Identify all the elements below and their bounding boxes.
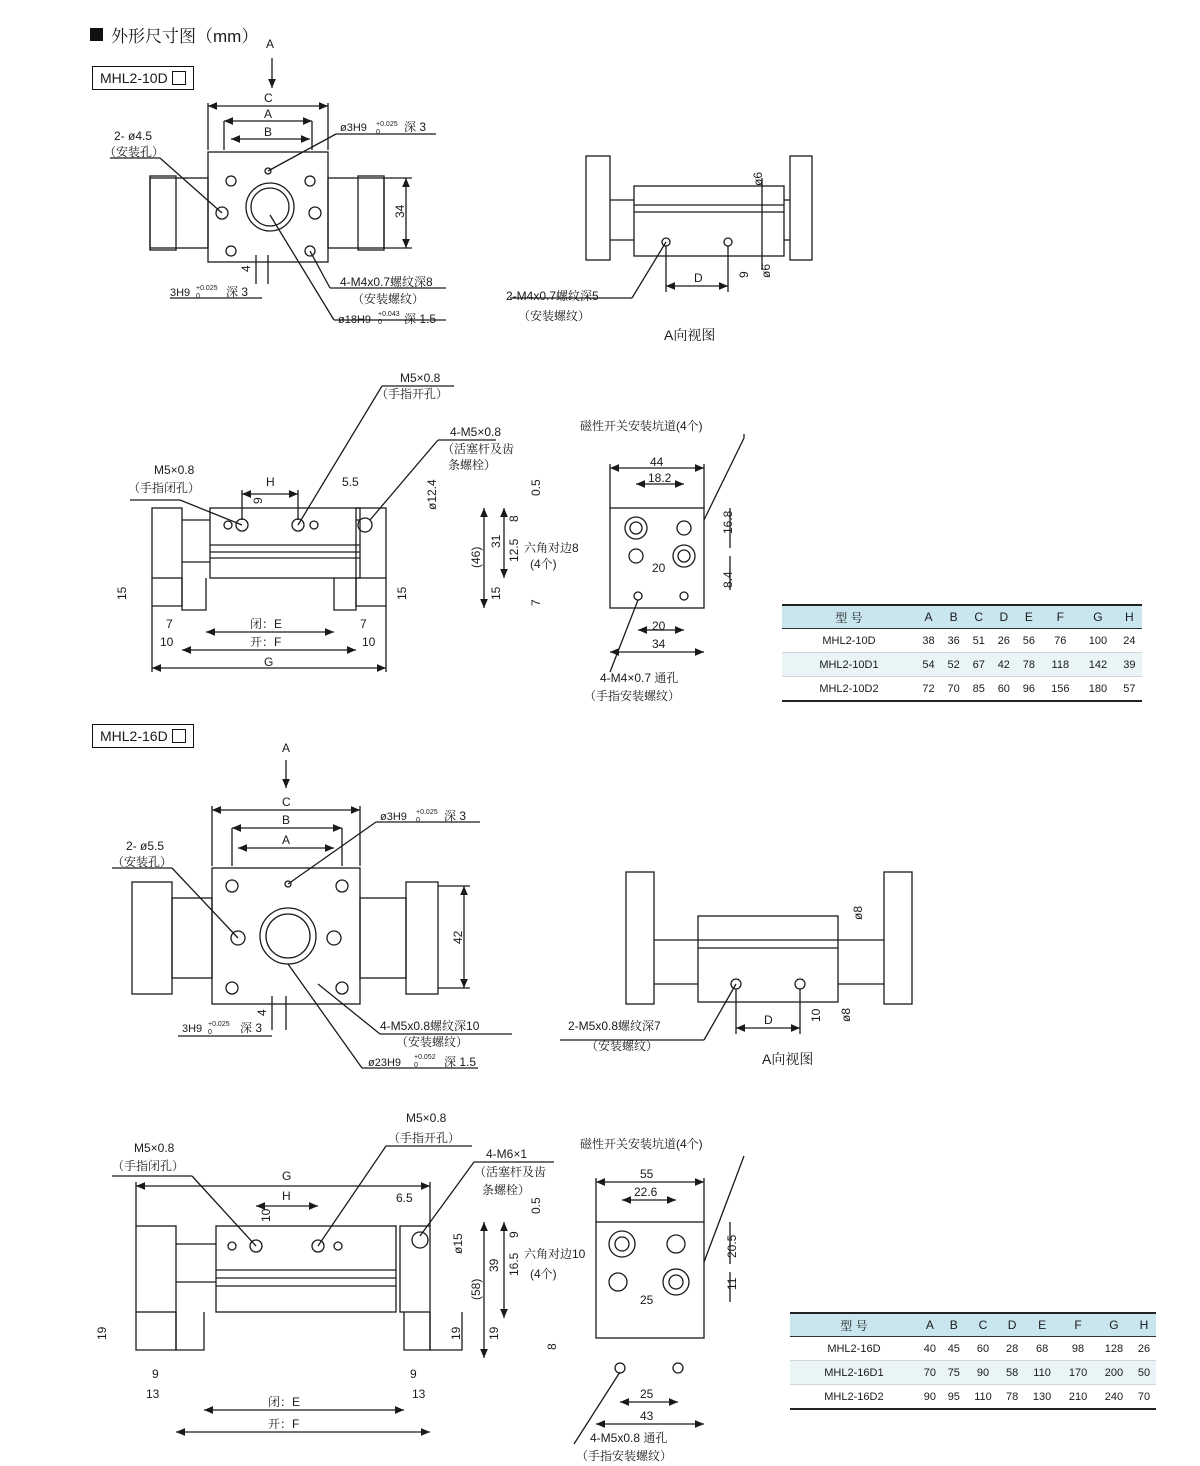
dim-19b: 19 [449, 1326, 463, 1340]
table-cell: 24 [1117, 629, 1142, 653]
hole-3h9: ø3H9 [340, 122, 367, 134]
table-cell: 100 [1079, 629, 1117, 653]
spec-table-10d [782, 604, 1142, 702]
front-view-10d [130, 386, 496, 672]
dim-c: C [264, 91, 273, 105]
dim-a: A [264, 107, 273, 121]
table-cell: 128 [1096, 1337, 1132, 1361]
dim-10: 10 [809, 1008, 823, 1022]
table-cell: 60 [966, 1337, 1000, 1361]
m5-open: M5×0.8 [406, 1111, 447, 1125]
table-cell: 90 [966, 1361, 1000, 1385]
table-cell: 67 [966, 653, 991, 677]
thread-4m5-note: （安装螺纹） [396, 1035, 469, 1049]
m5-open-note: （手指开孔） [388, 1131, 461, 1145]
table-cell: 56 [1016, 629, 1041, 653]
dim-65: 6.5 [396, 1191, 413, 1205]
column-header-model: 型 号 [790, 1313, 918, 1337]
dim-d: D [764, 1013, 773, 1027]
arrow-a-label: A [266, 37, 275, 51]
m5-open: M5×0.8 [400, 371, 441, 385]
table-cell: 180 [1079, 677, 1117, 702]
m6-note2: 条螺栓） [482, 1183, 531, 1197]
hole-3h9-tol: +0.025 [416, 809, 438, 816]
cell-model: MHL2-10D1 [782, 653, 916, 677]
mount-hole: 2- ø5.5 [126, 839, 165, 853]
open-f: 开：F [268, 1417, 300, 1431]
dim-g: G [282, 1169, 292, 1183]
cell-model: MHL2-16D [790, 1337, 918, 1361]
model-name: MHL2-10D [100, 70, 168, 86]
column-header: A [918, 1313, 942, 1337]
table-cell: 39 [1117, 653, 1142, 677]
bore-18: ø18H9 [338, 314, 372, 326]
thread-2m4-note: （安装螺纹） [518, 309, 591, 323]
table-cell: 70 [918, 1361, 942, 1385]
column-header: H [1117, 605, 1142, 629]
cell-model: MHL2-16D2 [790, 1385, 918, 1410]
m5-close: M5×0.8 [154, 463, 195, 477]
dim-6a: ø6 [751, 171, 765, 186]
table-row [790, 1361, 1156, 1385]
dim-05: 0.5 [529, 1197, 543, 1214]
close-e: 闭：E [250, 617, 283, 631]
hole-3h9: ø3H9 [380, 811, 407, 823]
table-cell: 78 [1016, 653, 1041, 677]
dim-205: 20.5 [725, 1234, 739, 1258]
dim-25b: 25 [640, 1387, 654, 1401]
hex-10: 六角对边10 [524, 1247, 586, 1261]
column-header: C [966, 605, 991, 629]
dim-05: 0.5 [529, 479, 543, 496]
table-row [790, 1385, 1156, 1410]
thread-4m5: 4-M5x0.8螺纹深10 [380, 1019, 480, 1033]
dim-4: 4 [255, 1009, 269, 1016]
side-hole-tol0: 0 [208, 1029, 212, 1036]
thru-4m5-note: （手指安装螺纹） [576, 1449, 673, 1463]
dim-165: 16.5 [507, 1252, 521, 1276]
m5-4: 4-M5×0.8 [450, 425, 502, 439]
table-cell: 200 [1096, 1361, 1132, 1385]
column-header: D [991, 605, 1016, 629]
table-cell: 38 [916, 629, 941, 653]
table-cell: 142 [1079, 653, 1117, 677]
thru-4m4: 4-M4×0.7 通孔 [600, 671, 679, 685]
arrow-a-label: A [282, 741, 291, 755]
heading-text: 外形尺寸图（mm） [111, 27, 259, 46]
dim-25a: 25 [640, 1293, 654, 1307]
hex-8-count: (4个) [530, 557, 557, 571]
table-cell: 110 [966, 1385, 1000, 1410]
table-cell: 156 [1041, 677, 1079, 702]
bore-18-tol: +0.043 [378, 311, 400, 318]
table-cell: 28 [1000, 1337, 1024, 1361]
table-cell: 170 [1060, 1361, 1096, 1385]
dim-34: 34 [393, 204, 407, 218]
hex-8: 六角对边8 [524, 541, 579, 555]
dim-55: 5.5 [342, 475, 359, 489]
column-header: G [1079, 605, 1117, 629]
dim-8b: ø8 [839, 1007, 853, 1022]
thru-4m4-note: （手指安装螺纹） [584, 689, 681, 703]
column-header: C [966, 1313, 1000, 1337]
bore-23-tol: +0.052 [414, 1054, 436, 1061]
mag-slot: 磁性开关安装坑道(4个) [580, 419, 703, 433]
dim-g: G [264, 655, 274, 669]
table-cell: 57 [1117, 677, 1142, 702]
table-cell: 36 [941, 629, 966, 653]
table-header-row [790, 1313, 1156, 1337]
dim-31: 31 [489, 534, 503, 548]
side-hole: 3H9 [170, 287, 191, 299]
dim-d: D [694, 271, 703, 285]
table-cell: 95 [942, 1385, 966, 1410]
dim-46: (46) [469, 546, 483, 568]
cell-model: MHL2-10D [782, 629, 916, 653]
m5-close-note: （手指闭孔） [112, 1159, 185, 1173]
m5-close-note: （手指闭孔） [128, 481, 201, 495]
hole-3h9-tol: +0.025 [376, 121, 398, 128]
column-header: D [1000, 1313, 1024, 1337]
dim-b: B [264, 125, 273, 139]
dim-84: 8.4 [721, 571, 735, 588]
dim-182: 18.2 [648, 471, 672, 485]
dim-9a: 9 [152, 1367, 159, 1381]
column-header: G [1096, 1313, 1132, 1337]
dim-42: 42 [451, 930, 465, 944]
dim-9c: 9 [507, 1231, 521, 1238]
column-header-model: 型 号 [782, 605, 916, 629]
dim-226: 22.6 [634, 1185, 658, 1199]
dim-15a: 15 [115, 586, 129, 600]
side-hole-tol: +0.025 [196, 285, 218, 292]
table-cell: 78 [1000, 1385, 1024, 1410]
dim-15c: 15 [489, 586, 503, 600]
side-view-10d [484, 434, 744, 672]
thread-2m5-note: （安装螺纹） [586, 1039, 659, 1053]
side-hole-tol0: 0 [196, 293, 200, 300]
dim-h: H [266, 475, 275, 489]
open-f: 开：F [250, 635, 282, 649]
dim-15: ø15 [451, 1233, 465, 1254]
a-view-caption: A向视图 [664, 327, 716, 343]
dim-b: B [282, 813, 291, 827]
dim-9: 9 [737, 271, 751, 278]
dim-43: 43 [640, 1409, 654, 1423]
dim-11: 11 [725, 1277, 739, 1290]
table-cell: 51 [966, 629, 991, 653]
column-header: B [941, 605, 966, 629]
dim-124: ø12.4 [425, 479, 439, 510]
hole-3h9-depth: 深 3 [404, 120, 427, 134]
dim-19a: 19 [95, 1326, 109, 1340]
table-row [782, 629, 1142, 653]
m6: 4-M6×1 [486, 1147, 528, 1161]
thread-4m4: 4-M4x0.7螺纹深8 [340, 275, 433, 289]
table-cell: 50 [1132, 1361, 1156, 1385]
model-name: MHL2-16D [100, 728, 168, 744]
table-cell: 76 [1041, 629, 1079, 653]
dim-a: A [282, 833, 291, 847]
m5-open-note: （手指开孔） [376, 387, 449, 401]
dim-h: H [282, 1189, 291, 1203]
hex-10-count: (4个) [530, 1267, 557, 1281]
dim-15b: 15 [395, 586, 409, 600]
dim-c: C [282, 795, 291, 809]
thru-4m5: 4-M5x0.8 通孔 [590, 1431, 668, 1445]
side-hole-depth: 深 3 [226, 285, 249, 299]
bore-23-tol0: 0 [414, 1062, 418, 1069]
table-cell: 90 [918, 1385, 942, 1410]
hole-3h9-tol0: 0 [416, 817, 420, 824]
table-cell: 75 [942, 1361, 966, 1385]
table-cell: 54 [916, 653, 941, 677]
dim-9b: 9 [251, 497, 265, 504]
dim-9b: 9 [410, 1367, 417, 1381]
mag-slot: 磁性开关安装坑道(4个) [580, 1137, 703, 1151]
dim-55: 55 [640, 1167, 654, 1181]
table-cell: 70 [941, 677, 966, 702]
dim-58: (58) [469, 1278, 483, 1300]
thread-2m5: 2-M5x0.8螺纹深7 [568, 1019, 661, 1033]
dim-20a: 20 [652, 561, 666, 575]
side-hole-depth: 深 3 [240, 1021, 263, 1035]
column-header: A [916, 605, 941, 629]
m5-4-note2: 条螺栓） [448, 458, 497, 472]
table-cell: 110 [1024, 1361, 1060, 1385]
table-cell: 210 [1060, 1385, 1096, 1410]
bore-23-depth: 深 1.5 [444, 1055, 477, 1069]
table-cell: 52 [941, 653, 966, 677]
dim-44: 44 [650, 455, 664, 469]
side-hole-tol: +0.025 [208, 1021, 230, 1028]
dim-13b: 13 [412, 1387, 426, 1401]
thread-2m4: 2-M4x0.7螺纹深5 [506, 289, 599, 303]
dim-34b: 34 [652, 637, 666, 651]
a-view-caption: A向视图 [762, 1051, 814, 1067]
table-cell: 130 [1024, 1385, 1060, 1410]
table-header-row [782, 605, 1142, 629]
dim-125: 12.5 [507, 538, 521, 562]
mount-hole: 2- ø4.5 [114, 129, 153, 143]
bore-18-depth: 深 1.5 [404, 312, 437, 326]
close-e: 闭：E [268, 1395, 301, 1409]
side-hole: 3H9 [182, 1023, 203, 1035]
column-header: E [1016, 605, 1041, 629]
table-cell: 72 [916, 677, 941, 702]
cell-model: MHL2-16D1 [790, 1361, 918, 1385]
dim-39: 39 [487, 1258, 501, 1272]
column-header: F [1041, 605, 1079, 629]
table-cell: 58 [1000, 1361, 1024, 1385]
table-cell: 60 [991, 677, 1016, 702]
dim-8: 8 [507, 515, 521, 522]
dim-8a: ø8 [851, 905, 865, 920]
dim-7c: 7 [529, 599, 543, 606]
table-cell: 40 [918, 1337, 942, 1361]
m6-note1: （活塞杆及齿 [474, 1165, 547, 1179]
dim-4: 4 [239, 265, 253, 272]
table-cell: 240 [1096, 1385, 1132, 1410]
dim-10b: 10 [259, 1208, 273, 1222]
dim-20b: 20 [652, 619, 666, 633]
m5-4-note1: （活塞杆及齿 [442, 442, 515, 456]
hole-3h9-tol0: 0 [376, 129, 380, 136]
table-cell: 68 [1024, 1337, 1060, 1361]
table-cell: 70 [1132, 1385, 1156, 1410]
column-header: H [1132, 1313, 1156, 1337]
table-cell: 118 [1041, 653, 1079, 677]
column-header: B [942, 1313, 966, 1337]
table-cell: 85 [966, 677, 991, 702]
dim-7b: 7 [360, 617, 367, 631]
column-header: F [1060, 1313, 1096, 1337]
dim-19c: 19 [487, 1326, 501, 1340]
dim-168: 16.8 [721, 510, 735, 534]
dim-8c: 8 [545, 1343, 559, 1350]
table-cell: 26 [991, 629, 1016, 653]
a-view-16d [560, 872, 912, 1040]
spec-table-16d [790, 1312, 1156, 1410]
bore-23: ø23H9 [368, 1057, 402, 1069]
side-view-16d [484, 1156, 744, 1444]
dim-13a: 13 [146, 1387, 160, 1401]
bore-18-tol0: 0 [378, 319, 382, 326]
dim-10a: 10 [160, 635, 174, 649]
table-row [790, 1337, 1156, 1361]
hole-3h9-depth: 深 3 [444, 809, 467, 823]
table-row [782, 677, 1142, 702]
table-cell: 45 [942, 1337, 966, 1361]
dim-10b: 10 [362, 635, 376, 649]
mount-hole-note: （安装孔） [112, 855, 173, 869]
mount-hole-note: （安装孔） [104, 145, 165, 159]
dim-6b: ø6 [759, 263, 773, 278]
cell-model: MHL2-10D2 [782, 677, 916, 702]
dim-7a: 7 [166, 617, 173, 631]
table-cell: 42 [991, 653, 1016, 677]
table-row [782, 653, 1142, 677]
column-header: E [1024, 1313, 1060, 1337]
m5-close: M5×0.8 [134, 1141, 175, 1155]
table-cell: 98 [1060, 1337, 1096, 1361]
table-cell: 96 [1016, 677, 1041, 702]
thread-4m4-note: （安装螺纹） [352, 292, 425, 306]
table-cell: 26 [1132, 1337, 1156, 1361]
